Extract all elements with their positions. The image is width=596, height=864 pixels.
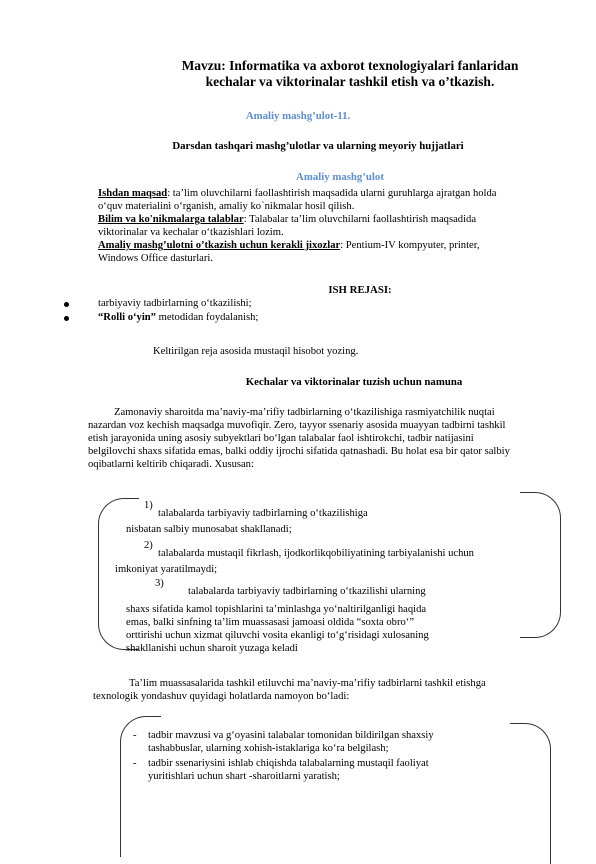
- box2-item-1-line-2: tashabbuslar, ularning xohish-istaklariga ko‘ra belgilash;: [148, 743, 389, 754]
- sample-line: nazardan voz kechish maqsadga muvofiqir. Zero, tayyor ssenariy asosida muayyan tadbirni tashkil: [88, 420, 506, 431]
- item-number: 1): [144, 500, 153, 511]
- item-number: 2): [144, 540, 153, 551]
- para2-line-2: texnologik yondashuv quyidagi holatlarda namoyon bo‘ladi:: [93, 691, 350, 702]
- box1-item-3-line: orttirishi uchun xizmat qiluvchi vosita ekanligi to‘g‘risidagi xulosaning: [126, 630, 429, 641]
- tools-text: : Pentium-IV kompyuter, printer,: [340, 240, 480, 251]
- box1-item-1-line-1: talabalarda tarbiyaviy tadbirlarning o‘tkazilishiga: [158, 508, 368, 519]
- req-line-2: viktorinalar va kechalar o‘tkazishlari lozim.: [98, 227, 284, 238]
- req-label: Bilim va ko'nikmalarga talablar: [98, 214, 244, 225]
- sample-paragraph: [88, 406, 556, 471]
- box1-item-3-line-1: talabalarda tarbiyaviy tadbirlarning o‘tkazilishi ularning: [188, 586, 426, 597]
- aim-label: Ishdan maqsad: [98, 188, 168, 199]
- aim-line-1: [98, 187, 556, 200]
- subtitle: Darsdan tashqari mashg’ulotlar va ularning meyoriy hujjatlari: [172, 140, 464, 152]
- box1-item-3-line: shaxs sifatida kamol topishlarini ta’minlashga yo‘naltirilganligi haqida: [126, 604, 427, 615]
- sample-line: etish jarayonida uning asosiy subyektlari bo‘lgan talabalar faol ishtirokchi, tadbir natijasini: [88, 433, 474, 444]
- sample-line: belgilovchi shaxs sifatida emas, balki oddiy ijrochi sifatida qatnashadi. Bu holat esa bir qator salbiy: [88, 446, 510, 457]
- plan-item-2-rest: metodidan foydalanish;: [155, 312, 259, 323]
- tools-label: Amaliy mashg’ulotni o’tkazish uchun kerakli jixozlar: [98, 240, 341, 251]
- box1-item-2-line-1: talabalarda mustaqil fikrlash, ijodkorlikqobiliyatining tarbiyalanishi uchun: [158, 548, 474, 559]
- box1-item-1-line-2: nisbatan salbiy munosabat shakllanadi;: [126, 524, 292, 535]
- box-bracket-right: [510, 723, 551, 864]
- box2-item-2-line-1: tadbir ssenariysini ishlab chiqishda talabalarning mustaqil faoliyat: [148, 758, 429, 769]
- tools-line-2: Windows Office dasturlari.: [98, 253, 213, 264]
- plan-task: Keltirilgan reja asosida mustaqil hisobot yozing.: [153, 346, 359, 357]
- title-line-1: Mavzu: Informatika va axborot texnologiyalari fanlaridan: [181, 58, 519, 73]
- dash-bullet: -: [133, 758, 137, 769]
- aim-line-2: o‘quv materialini o‘rganish, amaliy ko`nikmalar hosil qilish.: [98, 201, 355, 212]
- aim-text: : ta’lim oluvchilarni faollashtirish maqsadida ularni guruhlarga ajratgan holda: [167, 188, 497, 199]
- box1-item-3-line: shakllanishi uchun sharoit yuzaga keladi: [126, 643, 298, 654]
- req-text: : Talabalar ta’lim oluvchilarni faollashtirish maqsadida: [243, 214, 477, 225]
- sample-heading: Kechalar va viktorinalar tuzish uchun namuna: [245, 376, 463, 388]
- box2-item-2: [148, 757, 508, 783]
- box2-item-2-line-2: yuritishlari uchun shart -sharoitlarni yaratish;: [148, 771, 340, 782]
- sample-line: Zamonaviy sharoitda ma’naviy-ma’rifiy tadbirlarning o‘tkazilishiga rasmiyatchilik nuqtai: [114, 407, 495, 418]
- box2-item-1-line-1: tadbir mavzusi va g‘oyasini talabalar tomonidan bildirilgan shaxsiy: [148, 730, 434, 741]
- plan-item-2-bold: “Rolli o‘yin”: [98, 312, 156, 323]
- plan-item-1: tarbiyaviy tadbirlarning o‘tkazilishi;: [98, 298, 252, 309]
- page-title: [160, 58, 540, 90]
- bullet-icon: [64, 316, 69, 321]
- box2-item-1: [148, 729, 508, 755]
- title-line-2: kechalar va viktorinalar tashkil etish va o’tkazish.: [205, 74, 495, 89]
- lesson-number: Amaliy mashg’ulot-11.: [245, 110, 351, 122]
- item-number: 3): [155, 578, 164, 589]
- box1-item-2-line-2: imkoniyat yaratilmaydi;: [115, 564, 218, 575]
- dash-bullet: -: [133, 730, 137, 741]
- para2-line-1: Ta’lim muassasalarida tashkil etiluvchi ma’naviy-ma’rifiy tadbirlarni tashkil etishga: [129, 678, 486, 689]
- req-line-1: [98, 213, 556, 226]
- box-bracket-right: [520, 492, 561, 638]
- plan-heading: ISH REJASI:: [328, 284, 392, 296]
- sample-line: oqibatlarni keltirib chiqaradi. Xususan:: [88, 459, 254, 470]
- bullet-icon: [64, 302, 69, 307]
- intro-block: [98, 187, 556, 265]
- box1-item-3-body: [126, 603, 486, 655]
- tools-line-1: [98, 239, 556, 252]
- plan-item-2: [98, 311, 258, 324]
- box1-item-3-line: emas, balki sinfning ta’lim muassasasi jamoasi oldida “soxta obro‘”: [126, 617, 415, 628]
- section-label: Amaliy mashg’ulot: [296, 171, 384, 183]
